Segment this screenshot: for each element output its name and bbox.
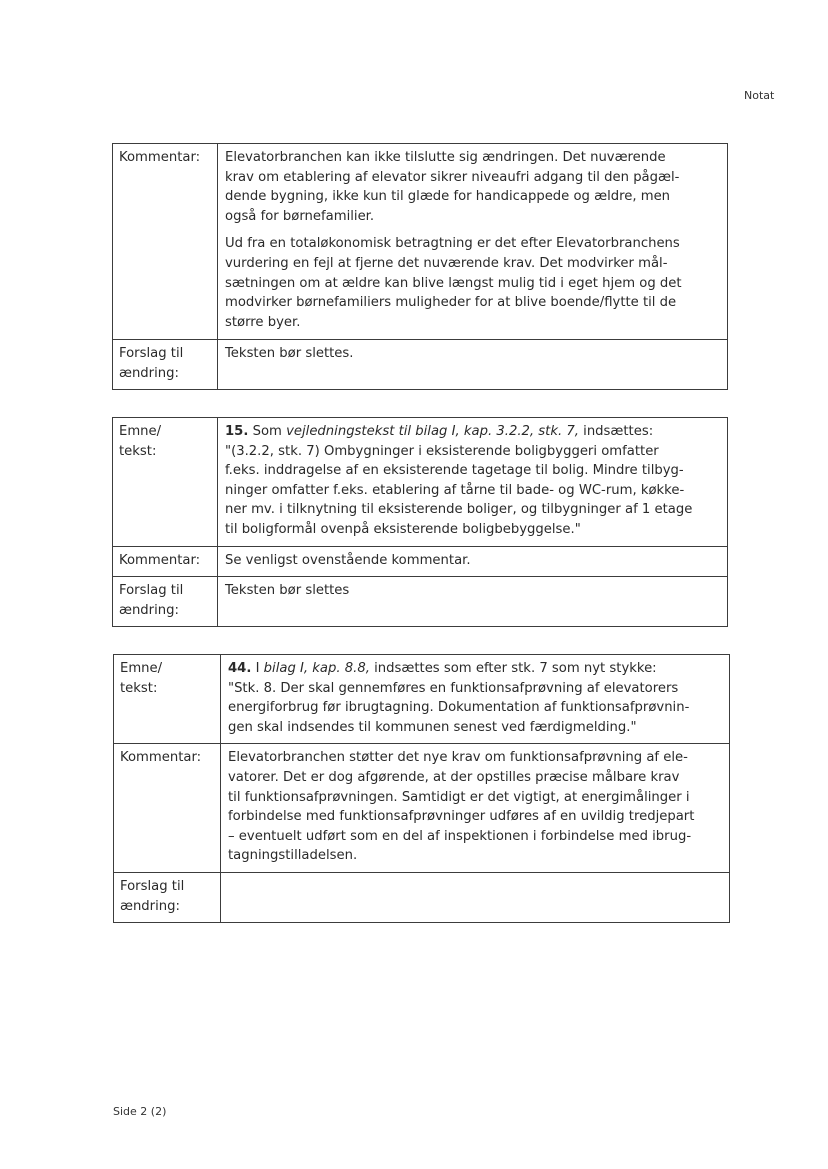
proposal-label-cell [114,872,221,922]
comment-row [113,546,728,577]
comment-table-2 [112,417,728,627]
text-line: "(3.2.2, stk. 7) Ombygninger i eksisterende boligbyggeri omfatter [225,443,659,459]
document-type-label: Notat [744,89,775,102]
topic-reference: vejledningstekst til bilag I, kap. 3.2.2, stk. 7, [286,424,579,439]
proposal-label-line-2: ændring: [119,365,179,381]
comment-content-cell [218,546,728,577]
text-line: vatorer. Det er dog afgørende, at der opstilles præcise målbare krav [228,769,680,785]
comment-label: Kommentar: [119,150,201,165]
proposal-row [113,577,728,627]
text-line: Ud fra en totaløkonomisk betragtning er det efter Elevatorbranchens [225,236,680,252]
proposal-text: Teksten bør slettes. [225,346,354,361]
comment-label-cell [113,546,218,577]
topic-label-line-1: Emne/ [120,661,163,676]
text-line: ner mv. i tilknytning til eksisterende boliger, og tilbygninger af 1 etage [225,502,693,518]
text-line: gen skal indsendes til kommunen senest ved færdigmelding." [228,719,637,735]
comment-label-cell [113,144,218,340]
topic-label-line-1: Emne/ [119,424,162,439]
topic-content-cell [221,655,730,744]
topic-number: 15. [225,424,249,439]
text-line: dende bygning, ikke kun til glæde for handicappede og ældre, men [225,189,671,205]
text-line: til funktionsafprøvningen. Samtidigt er det vigtigt, at energimålinger i [228,789,690,805]
text-line: Elevatorbranchen kan ikke tilslutte sig ændringen. Det nuværende [225,150,666,165]
comment-label: Kommentar: [120,750,202,766]
topic-after: indsættes: [583,424,654,439]
proposal-label-cell [113,340,218,390]
proposal-row [113,340,728,390]
comment-content-cell [221,744,730,873]
text-line: energiforbrug før ibrugtagning. Dokumentation af funktionsafprøvnin- [228,700,690,716]
topic-number: 44. [228,661,252,676]
comment-label: Kommentar: [119,552,201,568]
text-line: vurdering en fejl at fjerne det nuværende krav. Det modvirker mål- [225,255,668,271]
text-line: modvirker børnefamiliers muligheder for at blive boende/flytte til de [225,295,677,311]
topic-content-cell [218,418,728,547]
proposal-row [114,872,730,922]
proposal-label-line-1: Forslag til [119,346,184,361]
page-number: Side 2 (2) [113,1105,167,1118]
proposal-label-line-1: Forslag til [119,583,184,599]
text-line: – eventuelt udført som en del af inspektionen i forbindelse med ibrug- [228,828,692,844]
topic-label-line-2: tekst: [120,680,158,696]
topic-reference: bilag I, kap. 8.8, [263,661,370,676]
topic-label-cell [114,655,221,744]
topic-intro: Som [252,424,282,439]
proposal-label-line-2: ændring: [119,602,179,618]
comment-paragraph-2 [225,234,721,332]
comment-text: Se venligst ovenstående kommentar. [225,552,471,568]
comment-paragraph-1 [225,148,721,226]
comment-row [114,744,730,873]
text-line: tagningstilladelsen. [228,848,358,864]
text-line: større byer. [225,314,301,330]
text-line: "Stk. 8. Der skal gennemføres en funktionsafprøvning af elevatorers [228,680,679,696]
comment-table-1 [112,143,728,390]
proposal-content-cell [218,340,728,390]
text-line: Elevatorbranchen støtter det nye krav om funktionsafprøvning af ele- [228,750,688,766]
proposal-label-cell [113,577,218,627]
text-line: til boligformål ovenpå eksisterende boligbebyggelse." [225,521,581,537]
topic-intro: I [255,661,260,676]
text-line: forbindelse med funktionsafprøvninger udføres af en uvildig tredjepart [228,809,695,825]
topic-row [114,655,730,744]
proposal-text: Teksten bør slettes [225,583,350,599]
proposal-content-cell [218,577,728,627]
comment-row [113,144,728,340]
text-line: sætningen om at ældre kan blive længst mulig tid i eget hjem og det [225,275,682,291]
proposal-label-line-2: ændring: [120,898,180,914]
comment-label-cell [114,744,221,873]
text-line: også for børnefamilier. [225,208,375,224]
proposal-label-line-1: Forslag til [120,878,185,894]
topic-label-line-2: tekst: [119,443,157,459]
topic-row [113,418,728,547]
proposal-content-cell [221,872,730,922]
topic-label-cell [113,418,218,547]
topic-after: indsættes som efter stk. 7 som nyt stykke: [374,661,657,676]
comment-content-cell [218,144,728,340]
comment-table-3 [113,654,730,923]
text-line: krav om etablering af elevator sikrer niveaufri adgang til den pågæl- [225,169,680,185]
text-line: f.eks. inddragelse af en eksisterende tagetage til bolig. Mindre tilbyg- [225,463,684,479]
text-line: ninger omfatter f.eks. etablering af tårne til bade- og WC-rum, køkke- [225,482,685,498]
